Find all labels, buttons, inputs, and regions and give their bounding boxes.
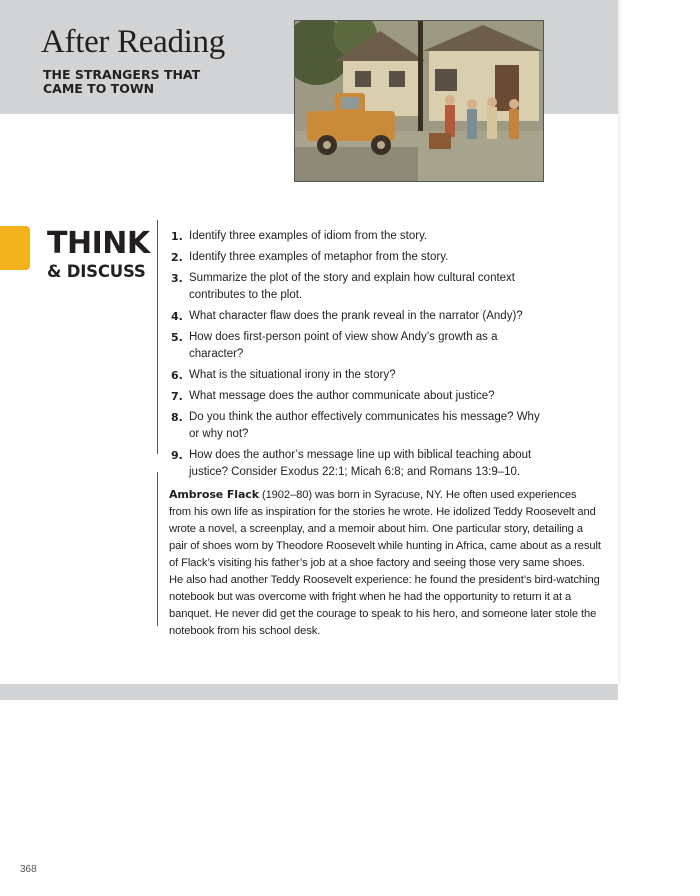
section-heading-think: THINK [47, 226, 150, 261]
story-illustration [294, 20, 544, 182]
author-name: Ambrose Flack [169, 488, 259, 501]
question-number: 5. [171, 331, 183, 344]
footer-band [0, 684, 618, 700]
question-number: 1. [171, 230, 183, 243]
question-text: How does first-person point of view show Andy’s growth as a character? [189, 331, 498, 360]
question-number: 8. [171, 411, 183, 424]
story-title: THE STRANGERS THAT CAME TO TOWN [43, 67, 201, 96]
question-number: 6. [171, 369, 183, 382]
house-and-truck-illustration [295, 21, 543, 181]
section-accent-tab [0, 226, 30, 270]
question-text: What character flaw does the prank reveal in the narrator (Andy)? [189, 310, 523, 322]
question-item [167, 447, 552, 481]
question-text: What message does the author communicate about justice? [189, 390, 495, 402]
question-number: 3. [171, 272, 183, 285]
question-text: Summarize the plot of the story and explain how cultural context contributes to the plot. [189, 272, 516, 301]
question-item [167, 228, 552, 245]
discussion-questions [167, 228, 552, 485]
questions-divider [157, 220, 158, 454]
question-text: Identify three examples of idiom from the story. [189, 230, 428, 242]
question-item [167, 308, 552, 325]
question-number: 2. [171, 251, 183, 264]
question-item [167, 270, 552, 304]
question-item [167, 409, 552, 443]
question-number: 4. [171, 310, 183, 323]
question-text: How does the author’s message line up with biblical teaching about justice? Consider Exodus 22:1; Micah 6:8; and Romans 13:9–10. [189, 449, 532, 478]
question-text: What is the situational irony in the story? [189, 369, 396, 381]
page-title: After Reading [41, 24, 225, 60]
question-text: Do you think the author effectively communicates his message? Why or why not? [189, 411, 540, 440]
question-number: 9. [171, 449, 183, 462]
author-bio [169, 486, 601, 640]
question-item [167, 329, 552, 363]
question-number: 7. [171, 390, 183, 403]
question-item [167, 367, 552, 384]
question-item [167, 249, 552, 266]
author-bio-text: (1902–80) was born in Syracuse, NY. He often used experiences from his own life as inspiration for the stories he wrote. He idolized Teddy Roosevelt and wrote a novel, a screenplay, and a memoir about him. One particular story, detailing a pair of shoes worn by Theodore Roosevelt while hunting in Africa, came about as a result of Flack’s visiting his father’s job at a shoe factory and seeing those very same shoes. He also had another Teddy Roosevelt experience: he found the president’s bird-watching notebook but was overcome with fright when he had the opportunity to return it at a banquet. He never did get the courage to speak to his hero, and someone later stole the notebook from his school desk. [169, 489, 601, 637]
question-item [167, 388, 552, 405]
section-heading-discuss: & DISCUSS [47, 262, 146, 281]
bio-divider [157, 472, 158, 626]
page-number: 368 [20, 864, 37, 875]
question-text: Identify three examples of metaphor from the story. [189, 251, 449, 263]
